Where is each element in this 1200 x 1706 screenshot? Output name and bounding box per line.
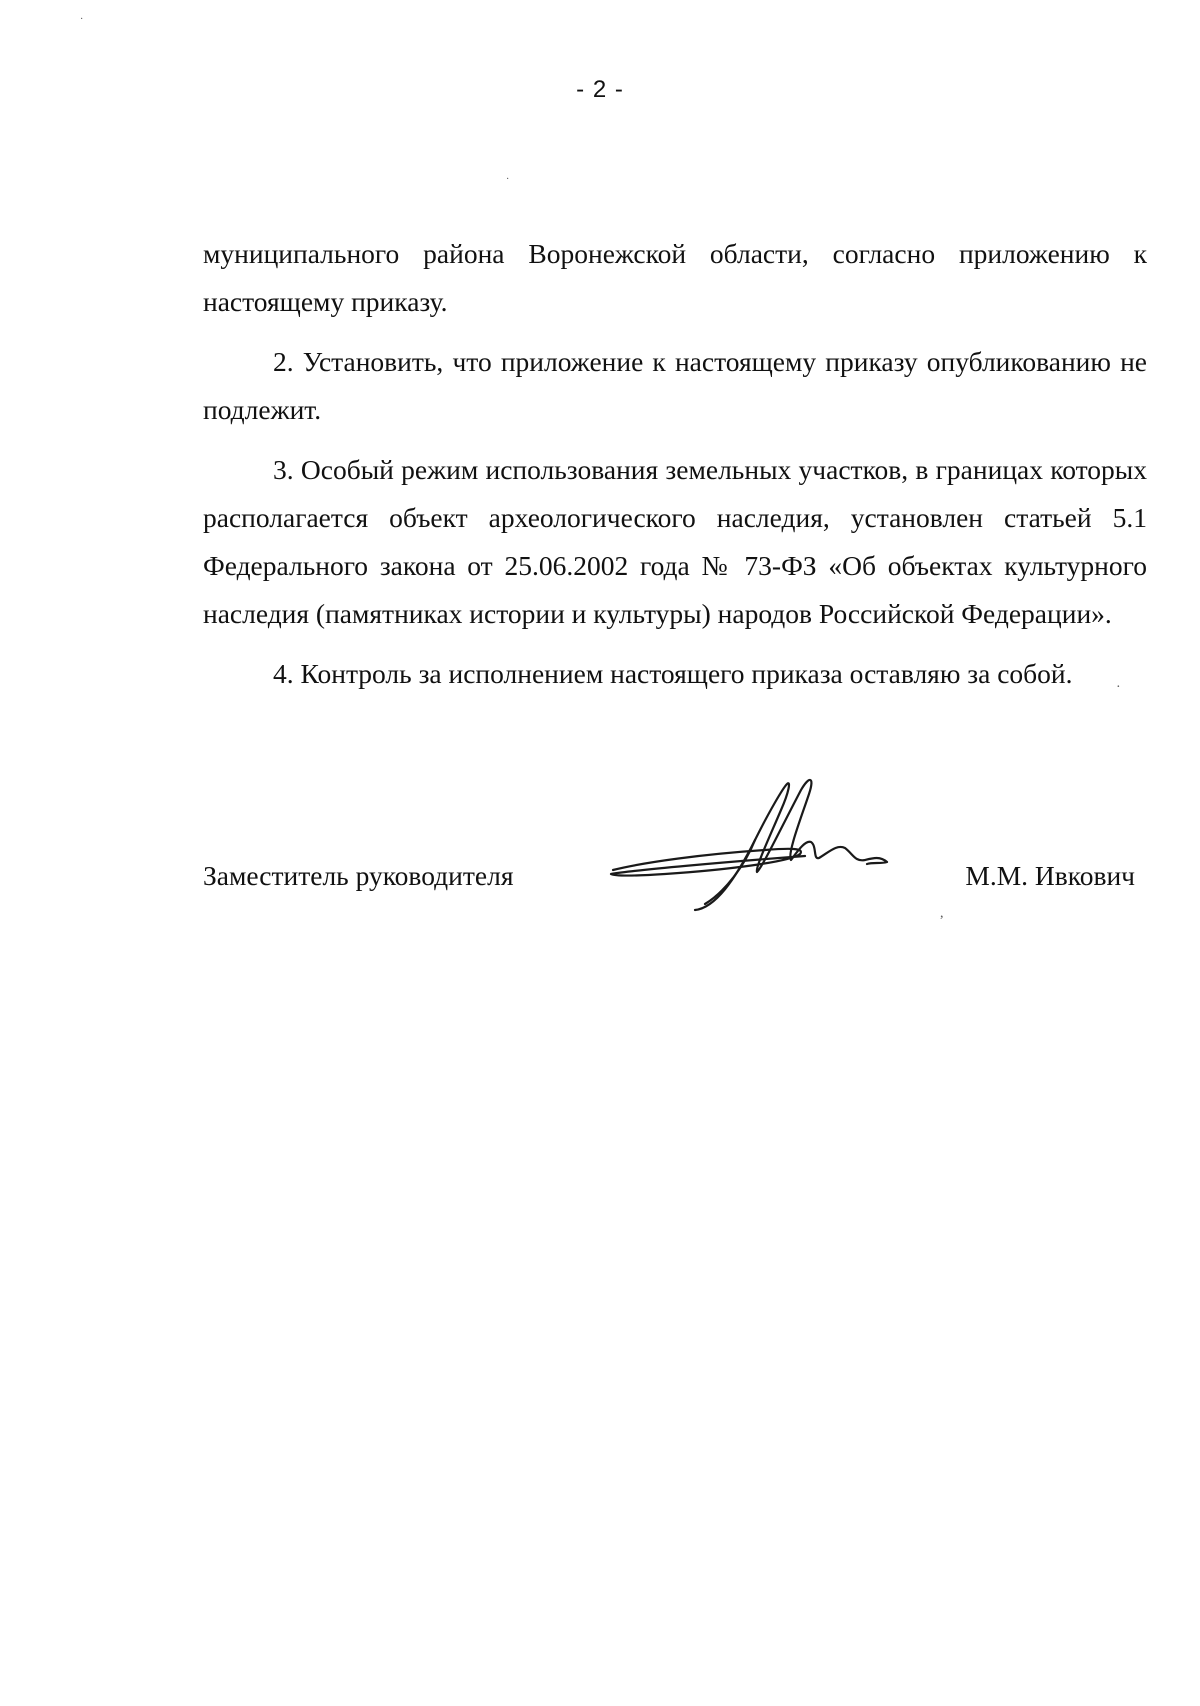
scan-speck: ,	[940, 906, 944, 921]
signature-block	[203, 860, 1147, 920]
signatory-name: М.М. Ивкович	[965, 860, 1135, 891]
paragraph-item-2: 2. Установить, что приложение к настоящему приказу опубликованию не подлежит.	[203, 346, 1147, 425]
paragraph-item-4: 4. Контроль за исполнением настоящего приказа оставляю за собой.	[273, 658, 1073, 689]
page-number: - 2 -	[576, 76, 624, 103]
paragraph-continuation: муниципального района Воронежской области, согласно приложению к настоящему приказу.	[203, 238, 1147, 317]
scan-speck: ·	[1116, 680, 1121, 695]
scan-speck: ·	[80, 14, 84, 25]
paragraph-item-3: 3. Особый режим использования земельных участков, в границах которых располагается объект археологического наследия, установлен статьей 5.1 Федерального закона от 25.06.2002 года № 73-ФЗ «Об объектах культурного наследия (памятниках истории и культуры) народов Российской Федерации».	[203, 454, 1147, 629]
scan-speck: ·	[506, 174, 510, 185]
signatory-position: Заместитель руководителя	[203, 860, 514, 891]
document-body	[203, 230, 1147, 698]
